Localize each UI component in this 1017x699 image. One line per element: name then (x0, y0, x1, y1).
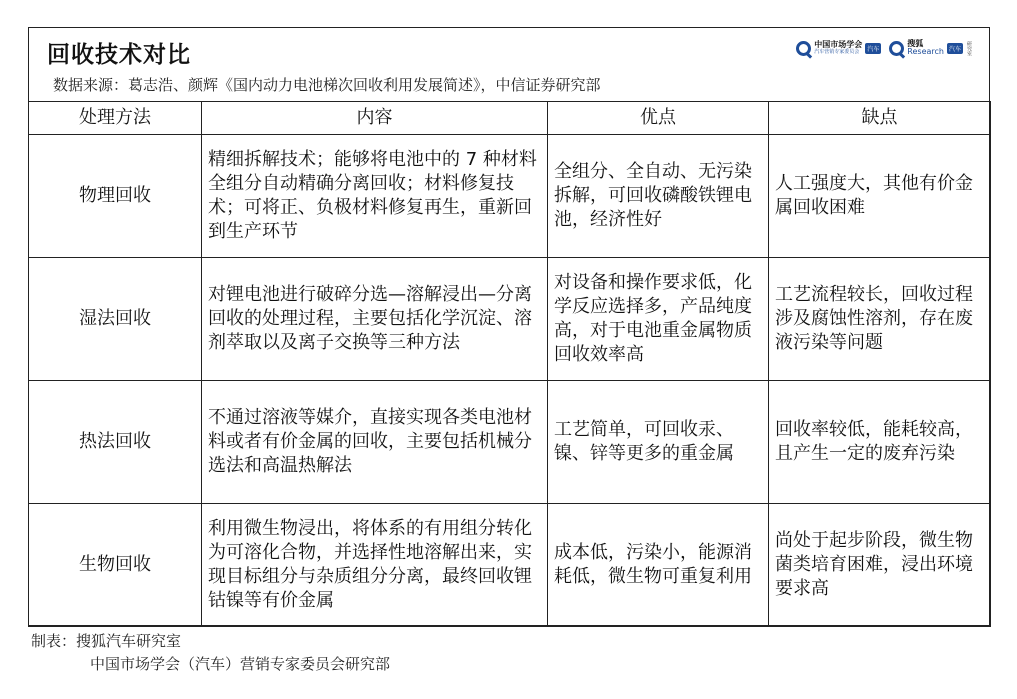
comparison-table (28, 101, 991, 627)
logo2-lab: 研究室 (966, 40, 972, 56)
pros-cell: 全组分、全自动、无污染拆解，可回收磷酸铁锂电池，经济性好 (548, 135, 769, 258)
logo2-name: 搜狐 (907, 39, 924, 48)
pros-cell: 成本低，污染小，能源消耗低，微生物可重复利用 (548, 504, 769, 627)
content-cell: 利用微生物浸出，将体系的有用组分转化为可溶化合物，并选择性地溶解出来，实现目标组分与杂质组分分离，最终回收锂钴镍等有价金属 (202, 504, 548, 627)
header-pros: 优点 (548, 102, 769, 135)
cons-cell: 工艺流程较长，回收过程涉及腐蚀性溶剂，存在废液污染等问题 (769, 258, 991, 381)
content-cell: 不通过溶液等媒介，直接实现各类电池材料或者有价金属的回收，主要包括机械分选法和高温热解法 (202, 381, 548, 504)
method-cell: 湿法回收 (29, 258, 202, 381)
logo-group (796, 40, 973, 56)
cons-cell: 回收率较低，能耗较高，且产生一定的废弃污染 (769, 381, 991, 504)
method-cell: 生物回收 (29, 504, 202, 627)
footer-line-1: 制表：搜狐汽车研究室 (31, 632, 182, 650)
table-row (29, 381, 991, 504)
table-row (29, 135, 991, 258)
header-method: 处理方法 (29, 102, 202, 135)
method-cell: 热法回收 (29, 381, 202, 504)
header-cons: 缺点 (769, 102, 991, 135)
pros-cell: 对设备和操作要求低，化学反应选择多，产品纯度高，对于电池重金属物质回收效率高 (548, 258, 769, 381)
content-cell: 对锂电池进行破碎分选—溶解浸出—分离回收的处理过程，主要包括化学沉淀、溶剂萃取以及离子交换等三种方法 (202, 258, 548, 381)
footer-line-2: 中国市场学会（汽车）营销专家委员会研究部 (90, 655, 391, 673)
sohu-logo-icon (889, 41, 904, 56)
logo2-sub: Research (907, 47, 944, 56)
table-row (29, 258, 991, 381)
pros-cell: 工艺简单，可回收汞、镍、锌等更多的重金属 (548, 381, 769, 504)
method-cell: 物理回收 (29, 135, 202, 258)
cons-cell: 尚处于起步阶段，微生物菌类培育困难，浸出环境要求高 (769, 504, 991, 627)
sohu-research-logo (889, 40, 973, 56)
market-society-logo-icon (796, 41, 811, 56)
cons-cell: 人工强度大，其他有价金属回收困难 (769, 135, 991, 258)
market-society-logo (796, 41, 881, 56)
logo1-sub: 汽车营销专家委员会 (814, 49, 860, 55)
data-source: 数据来源：葛志浩、颜辉《国内动力电池梯次回收利用发展简述》，中信证券研究部 (53, 76, 601, 94)
content-cell: 精细拆解技术；能够将电池中的 7 种材料全组分自动精确分离回收；材料修复技术；可将正、负极材料修复再生，重新回到生产环节 (202, 135, 548, 258)
report-frame (28, 27, 990, 626)
logo1-name: 中国市场学会 (814, 40, 863, 49)
logo2-tag: 汽车 (947, 43, 963, 54)
header-content: 内容 (202, 102, 548, 135)
page-title: 回收技术对比 (47, 42, 191, 68)
logo1-tag: 汽车 (865, 43, 881, 54)
footer-credits (31, 630, 390, 676)
table-header-row (29, 102, 991, 135)
table-row (29, 504, 991, 627)
